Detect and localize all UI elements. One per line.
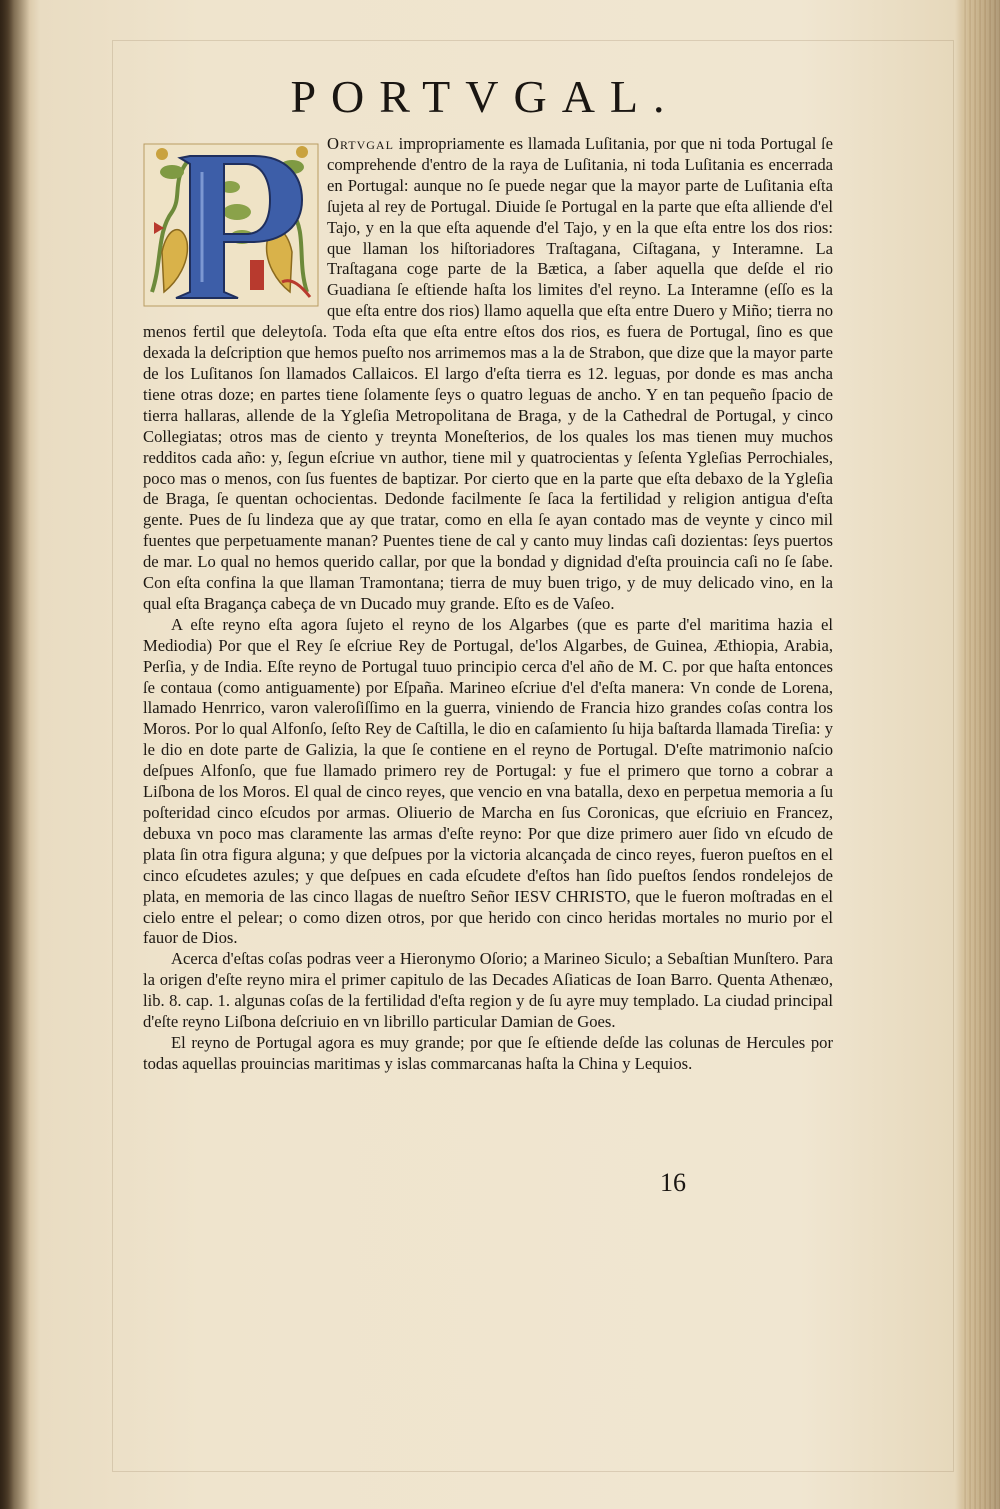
paragraph-3: Acerca d'eſtas coſas podras veer a Hieronymo Oſorio; a Marineo Siculo; a Sebaſtian Munſtero. Para la origen d'eſte reyno mira el primer capitulo de las Decades Aſiaticas de Ioan Barro. Quenta Athenæo, lib. 8. cap. 1. algunas coſas de la fertilidad d'eſta region y de ſu ayre muy templado. La ciudad principal d'eſte reyno Liſbona deſcriuio en vn librillo particular Damian de Goes. [143,949,833,1032]
body-text [143,134,833,1075]
gutter-shadow [0,0,30,1509]
page-number: 16 [660,1168,686,1197]
lead-word: Ortvgal [327,134,394,153]
page-title: PORTVGAL. [290,71,680,122]
page-edges [962,0,1000,1509]
paragraph-text: impropriamente es llamada Luſitania, por que ni toda Portugal ſe comprehende d'entro de la raya de Luſitania, ni toda Luſitania es encerrada en Portugal: aunque no ſe puede negar que la mayor parte de Luſitania eſta ſujeta al rey de Portugal. Diuide ſe Portugal en la parte que eſta alliende d'el Tajo, y en la que eſta aquende d'el Tajo, y en la que eſta entre los dos rios: que llaman los hiſtoriadores Traſtagana, Ciſtagana, y Interamne. La Traſtagana coge parte de la Bætica, a ſaber aquella que deſde el rio Guadiana ſe eſtiende haſta los limites d'el reyno. La Interamne (eſſo es la que eſta entre dos rios) llamo aquella que eſta entre Duero y Miño; tierra no menos fertil que deleytoſa. Toda eſta que eſta entre eſtos dos rios, es fuera de Portugal, ſino es que dexada la deſcription que hemos pueſto nos arrimemos mas a la de Strabon, que dize que la mayor parte de los Luſitanos ſon llamados Callaicos. El largo d'eſta tierra es 12. leguas, por donde es mas ancha tiene otras doze; en partes tiene ſolamente ſeys o quatro leguas de ancho. Y en tan pequeño ſpacio de tierra hallaras, allende de la Ygleſia Metropolitana de Braga, y de la Cathedral de Portugal, y cinco Collegiatas; otros mas de ciento y treynta Moneſterios, de los quales los mas tienen muy muchos redditos cada año: y, ſegun eſcriue vn author, tiene mil y quatrocientas y ſeſenta Ygleſias Perrochiales, poco mas o menos, con ſus fuentes de baptizar. Por cierto que en la parte que eſta debaxo de la Ygleſia de Braga, ſe quentan ochocientas. Dedonde facilmente ſe ſaca la fertilidad y religion antigua d'eſta gente. Pues de ſu lindeza que ay que tratar, como en ella ſe ayan contado mas de veynte y cinco mil fuentes que perpetuamente manan? Puentes tiene de cal y canto muy lindas caſi dozientas: ſeys puertos de mar. Lo qual no hemos querido callar, por que la bondad y dignidad d'eſta prouincia caſi no ſe ſabe. Con eſta confina la que llaman Tramontana; tierra de muy buen trigo, y de muy delicado vino, en la qual eſta Bragança cabeça de vn Ducado muy grande. Eſto es de Vaſeo. [143,134,834,613]
paragraph-4: El reyno de Portugal agora es muy grande; por que ſe eſtiende deſde las colunas de Hercules por todas aquellas prouincias maritimas y islas commarcanas haſta la China y Lequios. [143,1032,833,1073]
paragraph-2: A eſte reyno eſta agora ſujeto el reyno de los Algarbes (que es parte d'el maritima hazia el Mediodia) Por que el Rey ſe eſcriue Rey de Portugal, de'los Algarbes, de Guinea, Æthiopia, Arabia, Perſia, y de India. Eſte reyno de Portugal tuuo principio cerca d'el año de M. C. por que haſta entonces ſe contaua (como antiguamente) por Eſpaña. Marineo eſcriue d'el d'eſta manera: Vn conde de Lorena, llamado Henrrico, varon valeroſiſſimo en la guerra, viniendo de Francia hizo grandes coſas contra los Moros. Por lo qual Alfonſo, ſeſto Rey de Caſtilla, le dio en caſamiento ſu hija baſtarda llamada Tireſia: y le dio en dote parte de Galizia, la que ſe contiene en el reyno de Portugal. D'eſte matrimonio naſcio deſpues Alfonſo, que fue llamado primero rey de Portugal: y fue el primero que torno a cobrar a Liſbona de los Moros. El qual de cinco reyes, que vencio en vna batalla, dexo en perpetua memoria a ſu poſteridad cinco eſcudos por armas. Oliuerio de Marcha en ſus Coronicas, que eſcriuio en Francez, debuxa vn poco mas claramente las armas d'eſte reyno: Por que dize primero auer ſido vn eſcudo de plata ſin otra figura alguna; y que deſpues por la victoria alcançada de cinco reyes, fueron pueſtos en el cinco eſcudetes azules; y que deſpues en cada eſcudete d'eſtos han ſido pueſtos ſendos rondelejos de plata, en memoria de las cinco llagas de nueſtro Señor IESV CHRISTO, que le fueron moſtradas en el cielo entre el pelear; o como dizen otros, por que herido con cinco heridas mortales no murio por el fauor de Dios. [143,614,833,948]
initial-spacer [143,138,327,306]
